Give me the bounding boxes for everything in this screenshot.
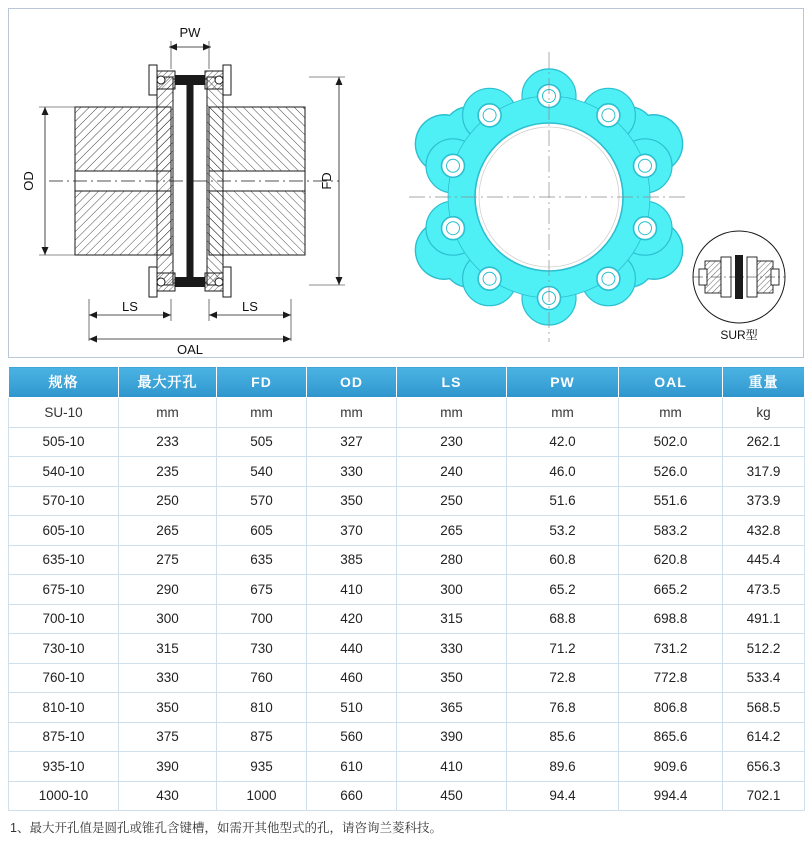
col-header-spec: 规格 — [9, 367, 119, 398]
cell-ls: 300 — [397, 575, 507, 605]
table-row — [9, 634, 805, 664]
cell-ls: 230 — [397, 427, 507, 457]
col-header-ls: LS — [397, 367, 507, 398]
col-header-pw: PW — [507, 367, 619, 398]
cell-spec: 935-10 — [9, 752, 119, 782]
cell-ls: 250 — [397, 486, 507, 516]
cell-pw: 72.8 — [507, 663, 619, 693]
cell-oal: 994.4 — [619, 781, 723, 811]
cell-pw: 89.6 — [507, 752, 619, 782]
cell-max-bore: 350 — [119, 693, 217, 723]
table-header-row — [9, 367, 805, 398]
cell-max-bore: 375 — [119, 722, 217, 752]
cell-spec: 570-10 — [9, 486, 119, 516]
label-fd: FD — [319, 172, 334, 190]
cell-fd: 935 — [217, 752, 307, 782]
table-row — [9, 722, 805, 752]
col-header-od: OD — [307, 367, 397, 398]
cell-weight: 512.2 — [723, 634, 805, 664]
cell-spec: 635-10 — [9, 545, 119, 575]
cell-od: 327 — [307, 427, 397, 457]
cell-unit-oal: mm — [619, 398, 723, 428]
cell-oal: 583.2 — [619, 516, 723, 546]
cell-od: 330 — [307, 457, 397, 487]
spec-table-wrapper — [8, 366, 804, 811]
cell-unit-ls: mm — [397, 398, 507, 428]
cell-ls: 240 — [397, 457, 507, 487]
spec-table — [8, 366, 805, 811]
table-row — [9, 516, 805, 546]
cell-od: 410 — [307, 575, 397, 605]
cell-od: 385 — [307, 545, 397, 575]
cell-od: 460 — [307, 663, 397, 693]
cell-pw: 71.2 — [507, 634, 619, 664]
cell-oal: 772.8 — [619, 663, 723, 693]
cell-od: 440 — [307, 634, 397, 664]
cell-unit-od: mm — [307, 398, 397, 428]
cell-oal: 698.8 — [619, 604, 723, 634]
cell-ls: 280 — [397, 545, 507, 575]
cell-ls: 450 — [397, 781, 507, 811]
cell-od: 510 — [307, 693, 397, 723]
table-row — [9, 752, 805, 782]
cell-fd: 570 — [217, 486, 307, 516]
cell-oal: 502.0 — [619, 427, 723, 457]
cell-max-bore: 265 — [119, 516, 217, 546]
figure-panel — [8, 8, 804, 358]
cell-fd: 875 — [217, 722, 307, 752]
cell-ls: 350 — [397, 663, 507, 693]
footnote: 1、最大开孔值是圆孔或锥孔含键槽，如需开其他型式的孔，请咨询兰菱科技。 — [10, 821, 442, 835]
cell-weight: 656.3 — [723, 752, 805, 782]
col-header-weight: 重量 — [723, 367, 805, 398]
cell-fd: 540 — [217, 457, 307, 487]
col-header-fd: FD — [217, 367, 307, 398]
table-row-units — [9, 398, 805, 428]
cell-pw: 76.8 — [507, 693, 619, 723]
cell-ls: 315 — [397, 604, 507, 634]
cell-oal: 620.8 — [619, 545, 723, 575]
col-header-oal: OAL — [619, 367, 723, 398]
coupling-drawing — [9, 9, 803, 357]
cell-ls: 330 — [397, 634, 507, 664]
label-pw: PW — [179, 25, 201, 40]
cell-max-bore: 300 — [119, 604, 217, 634]
cell-spec: 675-10 — [9, 575, 119, 605]
cell-pw: 53.2 — [507, 516, 619, 546]
cell-fd: 810 — [217, 693, 307, 723]
cell-spec: 1000-10 — [9, 781, 119, 811]
label-sur-type: SUR型 — [720, 328, 758, 342]
cell-od: 420 — [307, 604, 397, 634]
table-row — [9, 457, 805, 487]
table-row — [9, 486, 805, 516]
cell-spec: 700-10 — [9, 604, 119, 634]
cell-max-bore: 330 — [119, 663, 217, 693]
cell-weight: 432.8 — [723, 516, 805, 546]
cell-max-bore: 390 — [119, 752, 217, 782]
cell-spec: 730-10 — [9, 634, 119, 664]
cell-od: 350 — [307, 486, 397, 516]
cell-ls: 265 — [397, 516, 507, 546]
cell-fd: 605 — [217, 516, 307, 546]
cell-ls: 365 — [397, 693, 507, 723]
cell-weight: 568.5 — [723, 693, 805, 723]
cell-pw: 46.0 — [507, 457, 619, 487]
sectional-view — [39, 41, 345, 343]
cell-weight: 614.2 — [723, 722, 805, 752]
cell-od: 370 — [307, 516, 397, 546]
table-row — [9, 604, 805, 634]
cell-ls: 410 — [397, 752, 507, 782]
cell-max-bore: 233 — [119, 427, 217, 457]
cell-unit-fd: mm — [217, 398, 307, 428]
cell-unit-pw: mm — [507, 398, 619, 428]
cell-oal: 665.2 — [619, 575, 723, 605]
disc-pack-face-view — [409, 52, 689, 342]
cell-oal: 526.0 — [619, 457, 723, 487]
cell-fd: 730 — [217, 634, 307, 664]
cell-oal: 865.6 — [619, 722, 723, 752]
table-row — [9, 545, 805, 575]
cell-fd: 675 — [217, 575, 307, 605]
cell-weight: 317.9 — [723, 457, 805, 487]
cell-weight: 491.1 — [723, 604, 805, 634]
cell-fd: 635 — [217, 545, 307, 575]
cell-pw: 85.6 — [507, 722, 619, 752]
cell-model-prefix: SU-10 — [9, 398, 119, 428]
cell-spec: 810-10 — [9, 693, 119, 723]
cell-max-bore: 290 — [119, 575, 217, 605]
cell-pw: 94.4 — [507, 781, 619, 811]
table-row — [9, 781, 805, 811]
table-row — [9, 575, 805, 605]
cell-max-bore: 315 — [119, 634, 217, 664]
cell-unit-max-bore: mm — [119, 398, 217, 428]
table-row — [9, 693, 805, 723]
cell-weight: 373.9 — [723, 486, 805, 516]
label-ls-right: LS — [242, 299, 258, 314]
cell-max-bore: 430 — [119, 781, 217, 811]
cell-spec: 605-10 — [9, 516, 119, 546]
cell-max-bore: 275 — [119, 545, 217, 575]
cell-od: 610 — [307, 752, 397, 782]
label-ls-left: LS — [122, 299, 138, 314]
cell-max-bore: 235 — [119, 457, 217, 487]
cell-oal: 731.2 — [619, 634, 723, 664]
cell-pw: 60.8 — [507, 545, 619, 575]
cell-ls: 390 — [397, 722, 507, 752]
cell-spec: 875-10 — [9, 722, 119, 752]
cell-max-bore: 250 — [119, 486, 217, 516]
label-od: OD — [21, 171, 36, 191]
table-row — [9, 427, 805, 457]
cell-spec: 540-10 — [9, 457, 119, 487]
cell-weight: 473.5 — [723, 575, 805, 605]
cell-fd: 700 — [217, 604, 307, 634]
cell-oal: 806.8 — [619, 693, 723, 723]
cell-oal: 551.6 — [619, 486, 723, 516]
sur-detail-view — [693, 231, 785, 323]
cell-weight: 262.1 — [723, 427, 805, 457]
cell-pw: 65.2 — [507, 575, 619, 605]
cell-unit-weight: kg — [723, 398, 805, 428]
col-header-max-bore: 最大开孔 — [119, 367, 217, 398]
cell-od: 660 — [307, 781, 397, 811]
cell-fd: 505 — [217, 427, 307, 457]
cell-spec: 760-10 — [9, 663, 119, 693]
cell-weight: 533.4 — [723, 663, 805, 693]
cell-od: 560 — [307, 722, 397, 752]
label-oal: OAL — [176, 342, 204, 357]
cell-weight: 702.1 — [723, 781, 805, 811]
cell-fd: 760 — [217, 663, 307, 693]
cell-pw: 42.0 — [507, 427, 619, 457]
cell-spec: 505-10 — [9, 427, 119, 457]
cell-weight: 445.4 — [723, 545, 805, 575]
table-row — [9, 663, 805, 693]
cell-oal: 909.6 — [619, 752, 723, 782]
cell-pw: 51.6 — [507, 486, 619, 516]
cell-fd: 1000 — [217, 781, 307, 811]
cell-pw: 68.8 — [507, 604, 619, 634]
